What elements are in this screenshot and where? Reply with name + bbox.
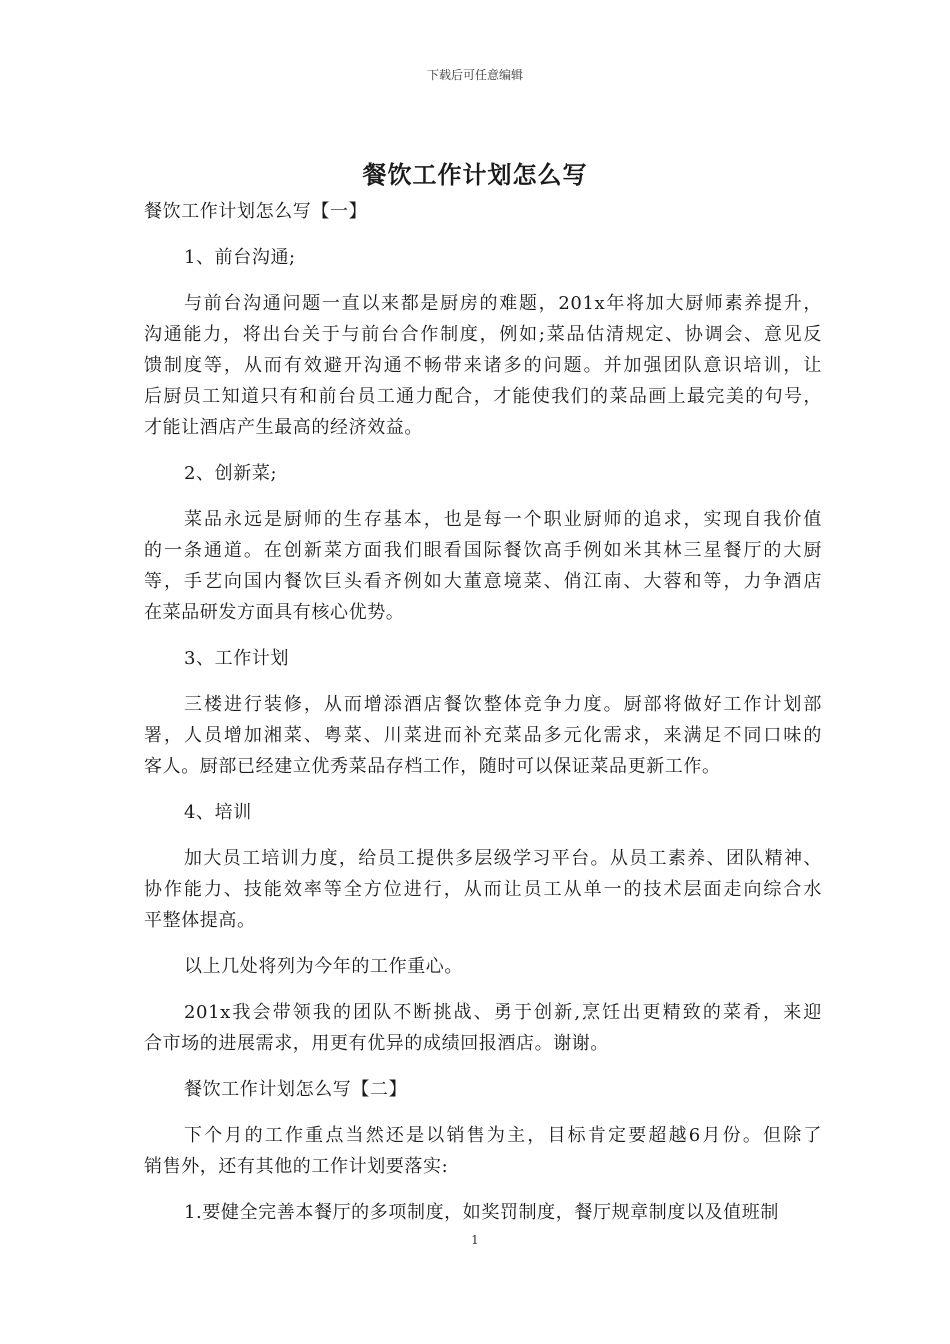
paragraph xyxy=(144,1197,822,1228)
paragraph-line: 餐饮工作计划怎么写【二】 xyxy=(184,1079,408,1100)
paragraph-line: 的一条通道。在创新菜方面我们眼看国际餐饮高手例如米其林三星餐厅的大厨 xyxy=(144,540,822,561)
document-body xyxy=(144,196,822,1243)
paragraph-line: 3、工作计划 xyxy=(184,648,290,669)
paragraph xyxy=(144,689,822,782)
page-number: 1 xyxy=(471,1233,479,1247)
paragraph-line: 客人。厨部已经建立优秀菜品存档工作，随时可以保证菜品更新工作。 xyxy=(144,756,721,777)
paragraph xyxy=(144,458,822,489)
paragraph-line: 以上几处将列为今年的工作重心。 xyxy=(184,956,463,977)
paragraph-line: 餐饮工作计划怎么写【一】 xyxy=(144,201,368,222)
paragraph-line: 销售外，还有其他的工作计划要落实: xyxy=(144,1156,449,1177)
paragraph-line: 菜品永远是厨师的生存基本，也是每一个职业厨师的追求，实现自我价值 xyxy=(184,509,822,530)
paragraph xyxy=(144,242,822,273)
paragraph xyxy=(144,196,822,227)
paragraph-line: 署，人员增加湘菜、粤菜、川菜进而补充菜品多元化需求，来满足不同口味的 xyxy=(144,725,822,746)
paragraph-line: 合市场的进展需求，用更有优异的成绩回报酒店。谢谢。 xyxy=(144,1033,609,1054)
paragraph xyxy=(144,997,822,1059)
paragraph-line: 后厨员工知道只有和前台员工通力配合，才能使我们的菜品画上最完美的句号， xyxy=(144,386,822,407)
document-title: 餐饮工作计划怎么写 xyxy=(362,160,588,189)
paragraph-line: 加大员工培训力度，给员工提供多层级学习平台。从员工素养、团队精神、 xyxy=(184,848,822,869)
paragraph-line: 等，手艺向国内餐饮巨头看齐例如大董意境菜、俏江南、大蓉和等，力争酒店 xyxy=(144,571,822,592)
paragraph-line: 4、培训 xyxy=(184,802,252,823)
paragraph-line: 1、前台沟通; xyxy=(184,247,296,268)
paragraph xyxy=(144,504,822,628)
paragraph-line: 协作能力、技能效率等全方位进行，从而让员工从单一的技术层面走向综合水 xyxy=(144,879,822,900)
paragraph xyxy=(144,797,822,828)
paragraph xyxy=(144,843,822,936)
paragraph-line: 才能让酒店产生最高的经济效益。 xyxy=(144,417,423,438)
paragraph-line: 在菜品研发方面具有核心优势。 xyxy=(144,602,405,623)
paragraph xyxy=(144,1074,822,1105)
paragraph-line: 下个月的工作重点当然还是以销售为主，目标肯定要超越6月份。但除了 xyxy=(184,1125,822,1146)
paragraph-line: 三楼进行装修，从而增添酒店餐饮整体竞争力度。厨部将做好工作计划部 xyxy=(184,694,822,715)
paragraph xyxy=(144,1120,822,1182)
paragraph xyxy=(144,288,822,443)
paragraph xyxy=(144,951,822,982)
paragraph-line: 平整体提高。 xyxy=(144,910,256,931)
paragraph-line: 馈制度等，从而有效避开沟通不畅带来诸多的问题。并加强团队意识培训，让 xyxy=(144,355,822,376)
paragraph-line: 与前台沟通问题一直以来都是厨房的难题，201x年将加大厨师素养提升， xyxy=(184,293,822,314)
paragraph-line: 201x我会带领我的团队不断挑战、勇于创新,烹饪出更精致的菜肴，来迎 xyxy=(184,1002,822,1023)
paragraph-line: 1.要健全完善本餐厅的多项制度，如奖罚制度，餐厅规章制度以及值班制 xyxy=(184,1202,779,1223)
header-note: 下载后可任意编辑 xyxy=(426,68,523,82)
paragraph-line: 沟通能力，将出台关于与前台合作制度，例如;菜品估清规定、协调会、意见反 xyxy=(144,324,822,345)
paragraph-line: 2、创新菜; xyxy=(184,463,278,484)
paragraph xyxy=(144,643,822,674)
